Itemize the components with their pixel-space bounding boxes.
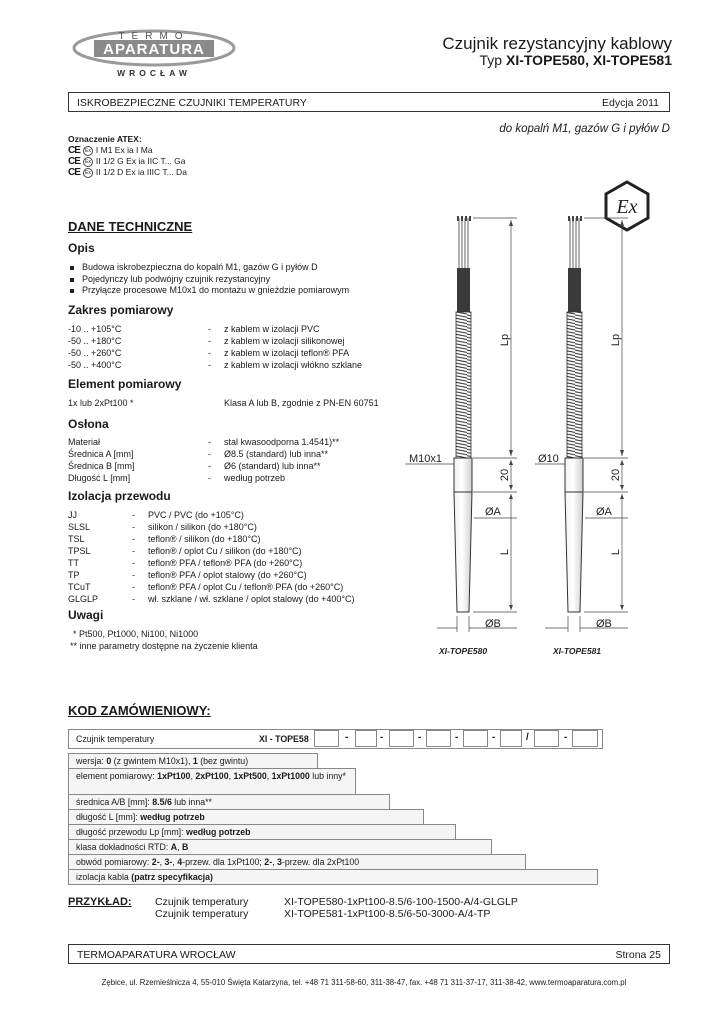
atex-line-text: II 1/2 G Ex ia IIC T... Ga xyxy=(95,156,186,166)
list-item: JJ - PVC / PVC (do +105°C) xyxy=(68,510,244,520)
list-item: Materiał - stal kwasoodporna 1.4541)** xyxy=(68,437,340,447)
range-desc: z kablem w izolacji silikonowej xyxy=(224,336,345,346)
list-item: Długość L [mm] - według potrzeb xyxy=(68,473,286,483)
list-item: Przyłącze procesowe M10x1 do montażu w gnieździe pomiarowym xyxy=(68,285,408,297)
order-row-class xyxy=(68,839,492,855)
tech-heading: DANE TECHNICZNE xyxy=(68,219,193,234)
footer-address: Zębice, ul. Rzemieślnicza 4, 55-010 Święta Katarzyna, tel. +48 71 311-58-60, 311-38-47, fax. +48 71 311-37-17, 311-38-42, www.termoaparatura.com.pl xyxy=(101,978,627,987)
example-desc-col xyxy=(155,896,248,920)
param-key: Średnica B [mm] xyxy=(68,461,135,471)
code-separator: - xyxy=(345,732,349,743)
category-label: ISKROBEZPIECZNE CZUJNIKI TEMPERATURY xyxy=(77,97,307,109)
element-row xyxy=(68,398,408,410)
subtitle-types: XI-TOPE580, XI-TOPE581 xyxy=(505,52,672,68)
subtitle-prefix: Typ xyxy=(479,52,503,68)
insulation-desc: teflon® PFA / oplot stalowy (do +260°C) xyxy=(148,570,307,580)
label-tope581: XI-TOPE581 xyxy=(553,646,602,656)
code-slot xyxy=(572,730,598,747)
range-value: -10 .. +105°C xyxy=(68,324,122,334)
list-item: GLGLP - wł. szklane / wł. szklane / oplot stalowy (do +400°C) xyxy=(68,594,355,604)
page-number: Strona 25 xyxy=(615,949,661,961)
example-desc-1: Czujnik temperatury xyxy=(155,896,249,908)
insulation-code: JJ xyxy=(68,510,77,520)
dim-m10-left: M10x1 xyxy=(409,453,443,465)
ce-mark-icon: CE xyxy=(68,167,80,178)
range-desc: z kablem w izolacji PVC xyxy=(224,324,320,334)
atex-block xyxy=(68,134,187,178)
list-item: -50 .. +180°C - z kablem w izolacji silikonowej xyxy=(68,336,345,346)
zakres-list xyxy=(68,324,408,372)
insulation-desc: silikon / silikon (do +180°C) xyxy=(148,522,257,532)
category-bar xyxy=(68,92,670,112)
list-item: -50 .. +400°C - z kablem w izolacji włókno szklane xyxy=(68,360,363,370)
dim-lp-left: Lp xyxy=(499,333,511,347)
code-separator: / xyxy=(526,732,529,743)
label-tope580-prefix: XI- xyxy=(439,646,450,656)
code-slot xyxy=(426,730,451,747)
insulation-desc: PVC / PVC (do +105°C) xyxy=(148,510,244,520)
opis-list xyxy=(68,262,408,297)
element-type: 1x lub 2xPt100 * xyxy=(68,398,134,408)
insulation-desc: teflon® PFA / teflon® PFA (do +260°C) xyxy=(148,558,303,568)
order-row-length xyxy=(68,809,424,825)
izolacja-list xyxy=(68,510,408,606)
list-item: -50 .. +260°C - z kablem w izolacji teflon® PFA xyxy=(68,348,350,358)
ex-hexagon-icon xyxy=(606,182,648,230)
sensor-drawing xyxy=(395,180,680,665)
atex-line xyxy=(68,145,187,156)
list-item: Średnica B [mm] - Ø6 (standard) lub inna** xyxy=(68,461,321,471)
range-desc: z kablem w izolacji włókno szklane xyxy=(224,360,363,370)
order-row-diameter xyxy=(68,794,390,810)
code-separator: - xyxy=(455,732,459,743)
dim-l-right: L xyxy=(610,548,622,556)
order-row-text: długość L [mm]: według potrzeb xyxy=(76,812,205,822)
order-row-version xyxy=(68,753,318,769)
param-value: według potrzeb xyxy=(224,473,286,483)
example-code-1: XI-TOPE580-1xPt100-8.5/6-100-1500-A/4-GLGLP xyxy=(284,896,518,908)
code-slot xyxy=(463,730,488,747)
application-note: do kopalń M1, gazów G i pyłów D xyxy=(499,123,670,135)
example-code-2: XI-TOPE581-1xPt100-8.5/6-50-3000-A/4-TP xyxy=(284,908,491,920)
element-class: Klasa A lub B, zgodnie z PN-EN 60751 xyxy=(224,398,379,408)
range-value: -50 .. +260°C xyxy=(68,348,122,358)
order-row-circuit xyxy=(68,854,526,870)
order-row-text: średnica A/B [mm]: 8.5/6 lub inna** xyxy=(76,797,212,807)
insulation-desc: wł. szklane / wł. szklane / oplot stalowy (do +400°C) xyxy=(148,594,355,604)
edition-label: Edycja 2011 xyxy=(601,97,659,109)
list-item: SLSL - silikon / silikon (do +180°C) xyxy=(68,522,257,532)
list-item: TP - teflon® PFA / oplot stalowy (do +260°C) xyxy=(68,570,307,580)
document-title: Czujnik rezystancyjny kablowy xyxy=(442,34,672,53)
code-slot xyxy=(314,730,339,747)
list-item: TCuT - teflon® PFA / oplot Cu / teflon® PFA (do +260°C) xyxy=(68,582,344,592)
order-row0-label: Czujnik temperatury xyxy=(76,734,155,744)
ex-mark-icon: Ex xyxy=(83,168,93,178)
ce-mark-icon: CE xyxy=(68,156,80,167)
insulation-code: TSL xyxy=(68,534,85,544)
insulation-desc: teflon® PFA / oplot Cu / teflon® PFA (do +260°C) xyxy=(148,582,344,592)
code-separator: - xyxy=(418,732,422,743)
order-row-text: obwód pomiarowy: 2-, 3-, 4-przew. dla 1xPt100; 2-, 3-przew. dla 2xPt100 xyxy=(76,857,360,867)
ex-label: Ex xyxy=(616,196,638,218)
dimension-lines xyxy=(405,218,628,632)
order-row-insulation xyxy=(68,869,598,885)
ce-mark-icon: CE xyxy=(68,145,80,156)
list-item: Średnica A [mm] - Ø8.5 (standard) lub inna** xyxy=(68,449,329,459)
insulation-desc: teflon® / silikon (do +180°C) xyxy=(148,534,261,544)
note-2: ** inne parametry dostępne na życzenie klienta xyxy=(70,641,258,651)
opis-heading: Opis xyxy=(68,241,95,255)
atex-line-text: I M1 Ex ia I Ma xyxy=(95,145,153,155)
insulation-desc: teflon® / oplot Cu / silikon (do +180°C) xyxy=(148,546,302,556)
list-item: TT - teflon® PFA / teflon® PFA (do +260°C) xyxy=(68,558,303,568)
oslona-list xyxy=(68,437,408,485)
atex-line-text: II 1/2 D Ex ia IIIC T... Da xyxy=(95,167,187,177)
element-heading: Element pomiarowy xyxy=(68,377,182,391)
code-separator: - xyxy=(380,732,384,743)
list-item: Pojedynczy lub podwójny czujnik rezystancyjny xyxy=(68,274,408,286)
code-slot xyxy=(500,730,522,747)
code-separator: - xyxy=(564,732,568,743)
list-item: TPSL - teflon® / oplot Cu / silikon (do +180°C) xyxy=(68,546,302,556)
note-1: * Pt500, Pt1000, Ni100, Ni1000 xyxy=(73,629,199,639)
dim-lp-right: Lp xyxy=(610,333,622,347)
atex-line xyxy=(68,156,187,167)
ex-mark-icon: Ex xyxy=(83,146,93,156)
param-value: Ø8.5 (standard) lub inna** xyxy=(224,449,329,459)
range-value: -50 .. +400°C xyxy=(68,360,122,370)
oslona-heading: Osłona xyxy=(68,417,109,431)
param-value: Ø6 (standard) lub inna** xyxy=(224,461,321,471)
label-tope580 xyxy=(438,646,487,656)
code-separator: - xyxy=(492,732,496,743)
sensor-tope581 xyxy=(565,216,583,612)
dim-b-left: ØB xyxy=(485,618,501,630)
order-row-text: element pomiarowy: 1xPt100, 2xPt100, 1xPt500, 1xPt1000 lub inny* xyxy=(76,771,346,781)
range-value: -50 .. +180°C xyxy=(68,336,122,346)
example-label: PRZYKŁAD: xyxy=(68,896,132,908)
dim-d10-right: Ø10 xyxy=(538,453,559,465)
bottom-bar xyxy=(68,944,670,964)
order-row-text: długość przewodu Lp [mm]: według potrzeb xyxy=(76,827,251,837)
order-row-lp xyxy=(68,824,456,840)
label-tope580-type: TOPE580 xyxy=(449,646,488,656)
list-item: TSL - teflon® / silikon (do +180°C) xyxy=(68,534,261,544)
company-logo xyxy=(72,28,237,80)
list-item: -10 .. +105°C - z kablem w izolacji PVC xyxy=(68,324,320,334)
dim-l-left: L xyxy=(499,548,511,556)
document-subtitle xyxy=(480,52,672,68)
order-heading: KOD ZAMÓWIENIOWY: xyxy=(68,703,211,718)
izolacja-heading: Izolacja przewodu xyxy=(68,489,171,503)
example-code-col xyxy=(284,896,518,920)
code-slot xyxy=(389,730,414,747)
logo-city-text: WROCŁAW xyxy=(117,68,191,78)
param-key: Długość L [mm] xyxy=(68,473,131,483)
insulation-code: TP xyxy=(68,570,80,580)
order-row-text: izolacja kabla (patrz specyfikacja) xyxy=(76,872,213,882)
order-row-text: wersja: 0 (z gwintem M10x1), 1 (bez gwintu) xyxy=(76,756,249,766)
dim-20-left: 20 xyxy=(499,468,511,482)
order-row-element xyxy=(68,768,356,795)
range-desc: z kablem w izolacji teflon® PFA xyxy=(224,348,350,358)
insulation-code: SLSL xyxy=(68,522,91,532)
code-slot xyxy=(534,730,559,747)
order-row-text: klasa dokładności RTD: A, B xyxy=(76,842,189,852)
atex-line xyxy=(68,167,187,178)
order-row0-code: XI - TOPE58 xyxy=(259,734,309,744)
insulation-code: TCuT xyxy=(68,582,91,592)
atex-heading: Oznaczenie ATEX: xyxy=(68,134,142,144)
param-key: Materiał xyxy=(68,437,101,447)
param-value: stal kwasoodporna 1.4541)** xyxy=(224,437,340,447)
dim-b-right: ØB xyxy=(596,618,612,630)
example-desc-2: Czujnik temperatury xyxy=(155,908,249,920)
logo-main-text: APARATURA xyxy=(103,41,205,58)
param-key: Średnica A [mm] xyxy=(68,449,134,459)
zakres-heading: Zakres pomiarowy xyxy=(68,303,174,317)
list-item: Budowa iskrobezpieczna do kopalń M1, gazów G i pyłów D xyxy=(68,262,408,274)
logo-top-text: TERMO xyxy=(118,31,190,42)
uwagi-heading: Uwagi xyxy=(68,608,104,622)
sensor-tope580 xyxy=(454,216,472,612)
company-name: TERMOAPARATURA WROCŁAW xyxy=(77,949,236,961)
insulation-code: TT xyxy=(68,558,79,568)
insulation-code: GLGLP xyxy=(68,594,99,604)
code-slot xyxy=(355,730,377,747)
dim-a-right: ØA xyxy=(596,506,612,518)
ex-mark-icon: Ex xyxy=(83,157,93,167)
dim-20-right: 20 xyxy=(610,468,622,482)
dim-a-left: ØA xyxy=(485,506,501,518)
insulation-code: TPSL xyxy=(68,546,91,556)
